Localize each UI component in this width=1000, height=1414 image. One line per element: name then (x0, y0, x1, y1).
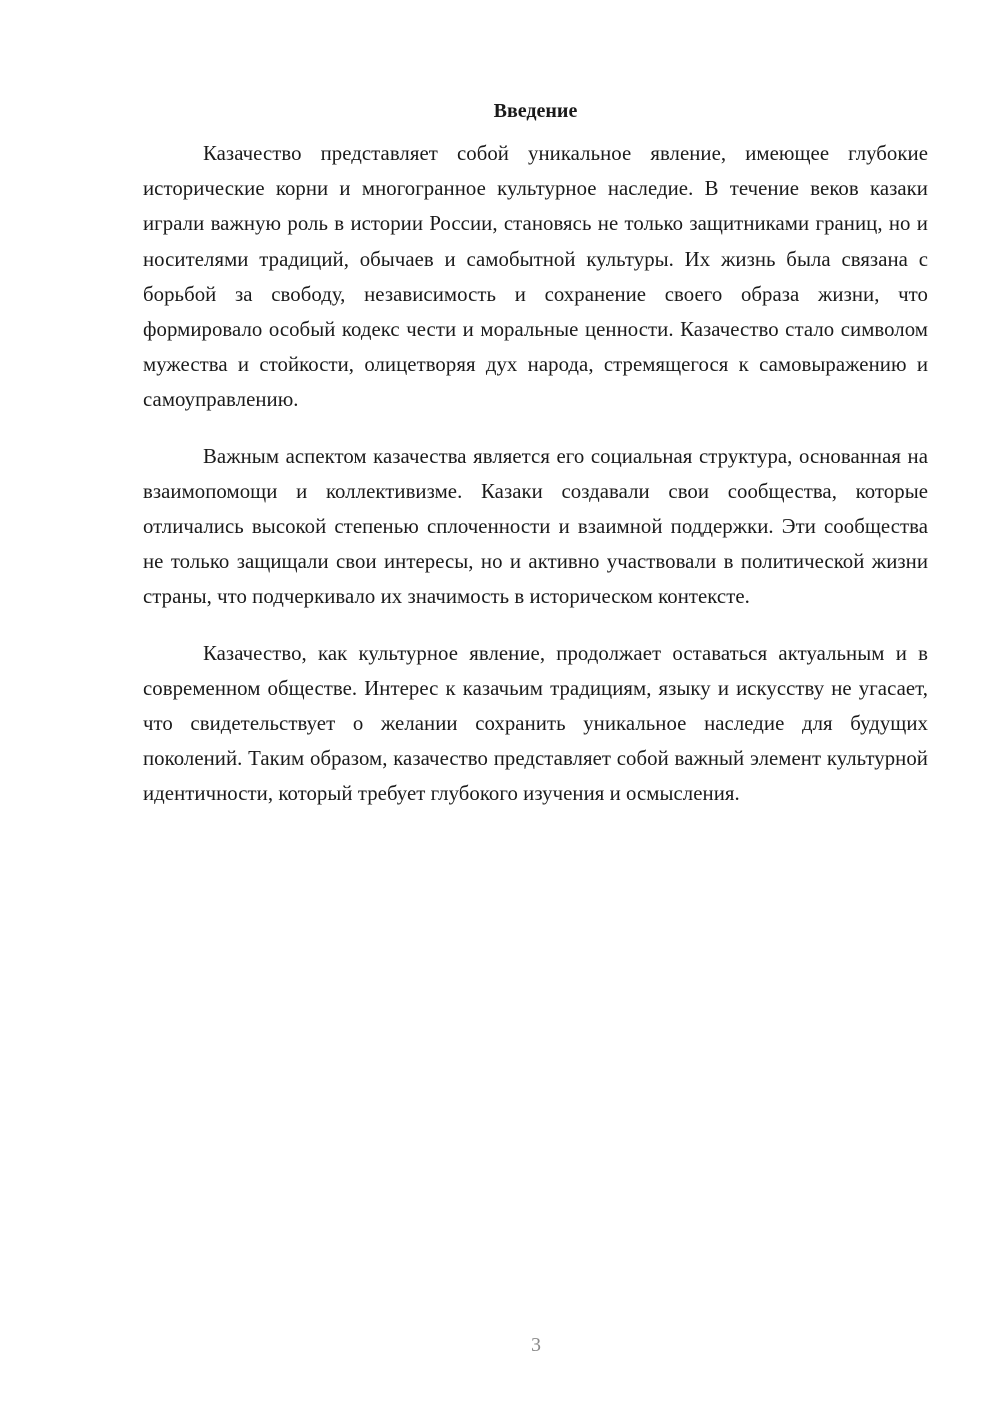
page-number: 3 (531, 1334, 541, 1356)
document-body (143, 94, 928, 833)
paragraph: Важным аспектом казачества является его социальная структура, основанная на взаимопомощи и коллективизме. Казаки создавали свои сообщества, которые отличались высокой степенью сплоченности и взаимной поддержки. Эти сообщества не только защищали свои интересы, но и активно участвовали в политической жизни страны, что подчеркивало их значимость в историческом контексте. (143, 444, 928, 609)
paragraph: Казачество, как культурное явление, продолжает оставаться актуальным и в современном обществе. Интерес к казачьим традициям, языку и искусству не угасает, что свидетельствует о желании сохранить уникальное наследие для будущих поколений. Таким образом, казачество представляет собой важный элемент культурной идентичности, который требует глубокого изучения и осмысления. (143, 641, 928, 806)
section-title: Введение (493, 100, 578, 122)
paragraph: Казачество представляет собой уникальное явление, имеющее глубокие исторические корни и многогранное культурное наследие. В течение веков казаки играли важную роль в истории России, становясь не только защитниками границ, но и носителями традиций, обычаев и самобытной культуры. Их жизнь была связана с борьбой за свободу, независимость и сохранение своего образа жизни, что формировало особый кодекс чести и моральные ценности. Казачество стало символом мужества и стойкости, олицетворяя дух народа, стремящегося к самовыражению и самоуправлению. (143, 142, 928, 412)
